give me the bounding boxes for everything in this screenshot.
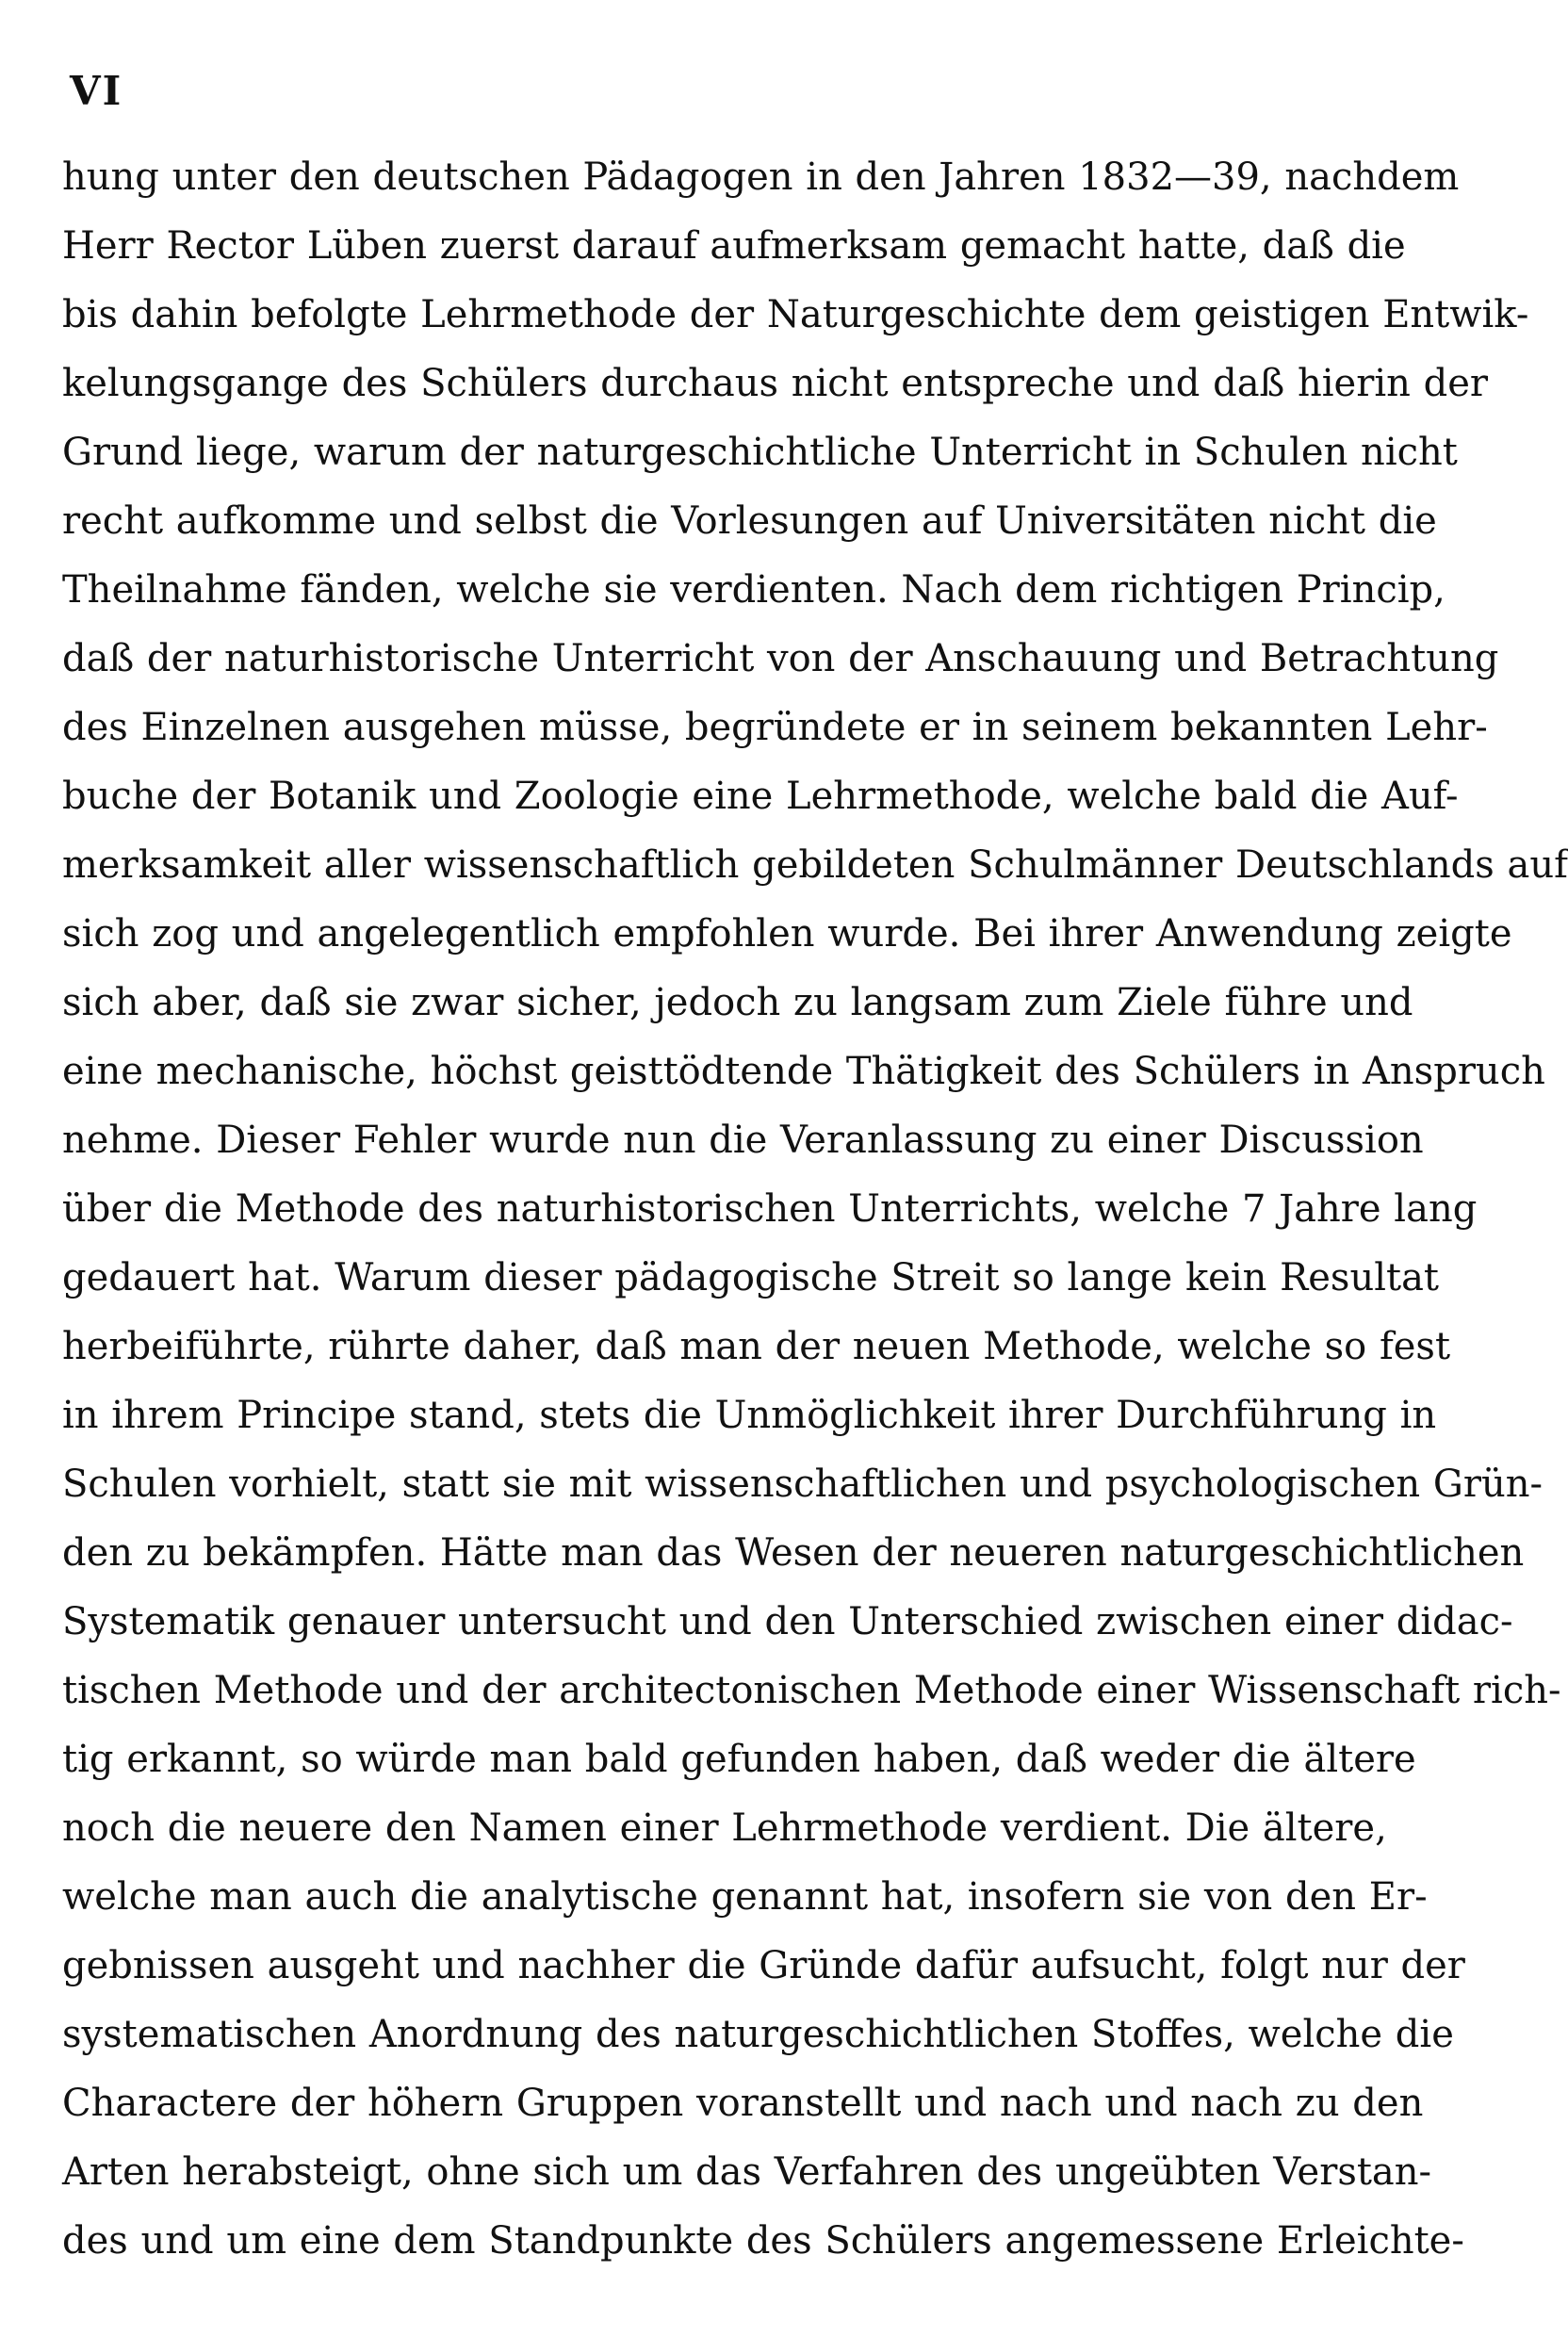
text-line: systematischen Anordnung des naturgeschichtlichen Stoffes, welche die [62,2013,1454,2056]
text-line: Herr Rector Lüben zuerst darauf aufmerksam gemacht hatte, daß die [62,224,1406,268]
text-line: sich aber, daß sie zwar sicher, jedoch zu langsam zum Ziele führe und [62,981,1413,1024]
text-line: den zu bekämpfen. Hätte man das Wesen der neueren naturgeschichtlichen [62,1531,1525,1575]
text-line: über die Methode des naturhistorischen Unterrichts, welche 7 Jahre lang [62,1187,1478,1231]
text-line: Theilnahme fänden, welche sie verdienten. Nach dem richtigen Princip, [62,568,1446,612]
body-text [62,143,1568,2276]
page-number: VI [70,68,123,114]
text-line: noch die neuere den Namen einer Lehrmethode verdient. Die ältere, [62,1806,1387,1850]
text-line: buche der Botanik und Zoologie eine Lehrmethode, welche bald die Auf- [62,775,1459,818]
text-line: merksamkeit aller wissenschaftlich gebildeten Schulmänner Deutschlands auf [62,843,1568,887]
text-line: hung unter den deutschen Pädagogen in den Jahren 1832—39, nachdem [62,155,1460,199]
text-line: gebnissen ausgeht und nachher die Gründe dafür aufsucht, folgt nur der [62,1944,1465,1987]
text-line: Systematik genauer untersucht und den Unterschied zwischen einer didac- [62,1600,1513,1643]
text-line: daß der naturhistorische Unterricht von der Anschauung und Betrachtung [62,637,1499,680]
text-line: kelungsgange des Schülers durchaus nicht entspreche und daß hierin der [62,362,1488,405]
text-line: Charactere der höhern Gruppen voranstellt und nach und nach zu den [62,2082,1424,2125]
text-line: tischen Methode und der architectonischen Methode einer Wissenschaft rich- [62,1669,1561,1712]
text-line: nehme. Dieser Fehler wurde nun die Veranlassung zu einer Discussion [62,1119,1424,1162]
text-line: Grund liege, warum der naturgeschichtliche Unterricht in Schulen nicht [62,431,1458,474]
text-line: herbeiführte, rührte daher, daß man der neuen Methode, welche so fest [62,1325,1451,1368]
text-line: welche man auch die analytische genannt hat, insofern sie von den Er- [62,1875,1428,1919]
text-line: eine mechanische, höchst geisttödtende Thätigkeit des Schülers in Anspruch [62,1050,1545,1093]
text-line: Schulen vorhielt, statt sie mit wissenschaftlichen und psychologischen Grün- [62,1463,1544,1506]
text-line: bis dahin befolgte Lehrmethode der Naturgeschichte dem geistigen Entwik- [62,293,1529,336]
text-line: Arten herabsteigt, ohne sich um das Verfahren des ungeübten Verstan- [62,2150,1432,2194]
text-line: in ihrem Principe stand, stets die Unmöglichkeit ihrer Durchführung in [62,1394,1437,1437]
text-line: gedauert hat. Warum dieser pädagogische Streit so lange kein Resultat [62,1256,1439,1299]
text-line: tig erkannt, so würde man bald gefunden haben, daß weder die ältere [62,1738,1416,1781]
text-line: recht aufkomme und selbst die Vorlesungen auf Universitäten nicht die [62,499,1437,543]
text-line: des Einzelnen ausgehen müsse, begründete er in seinem bekannten Lehr- [62,706,1488,749]
text-line: sich zog und angelegentlich empfohlen wurde. Bei ihrer Anwendung zeigte [62,912,1512,956]
text-line: des und um eine dem Standpunkte des Schülers angemessene Erleichte- [62,2219,1464,2263]
